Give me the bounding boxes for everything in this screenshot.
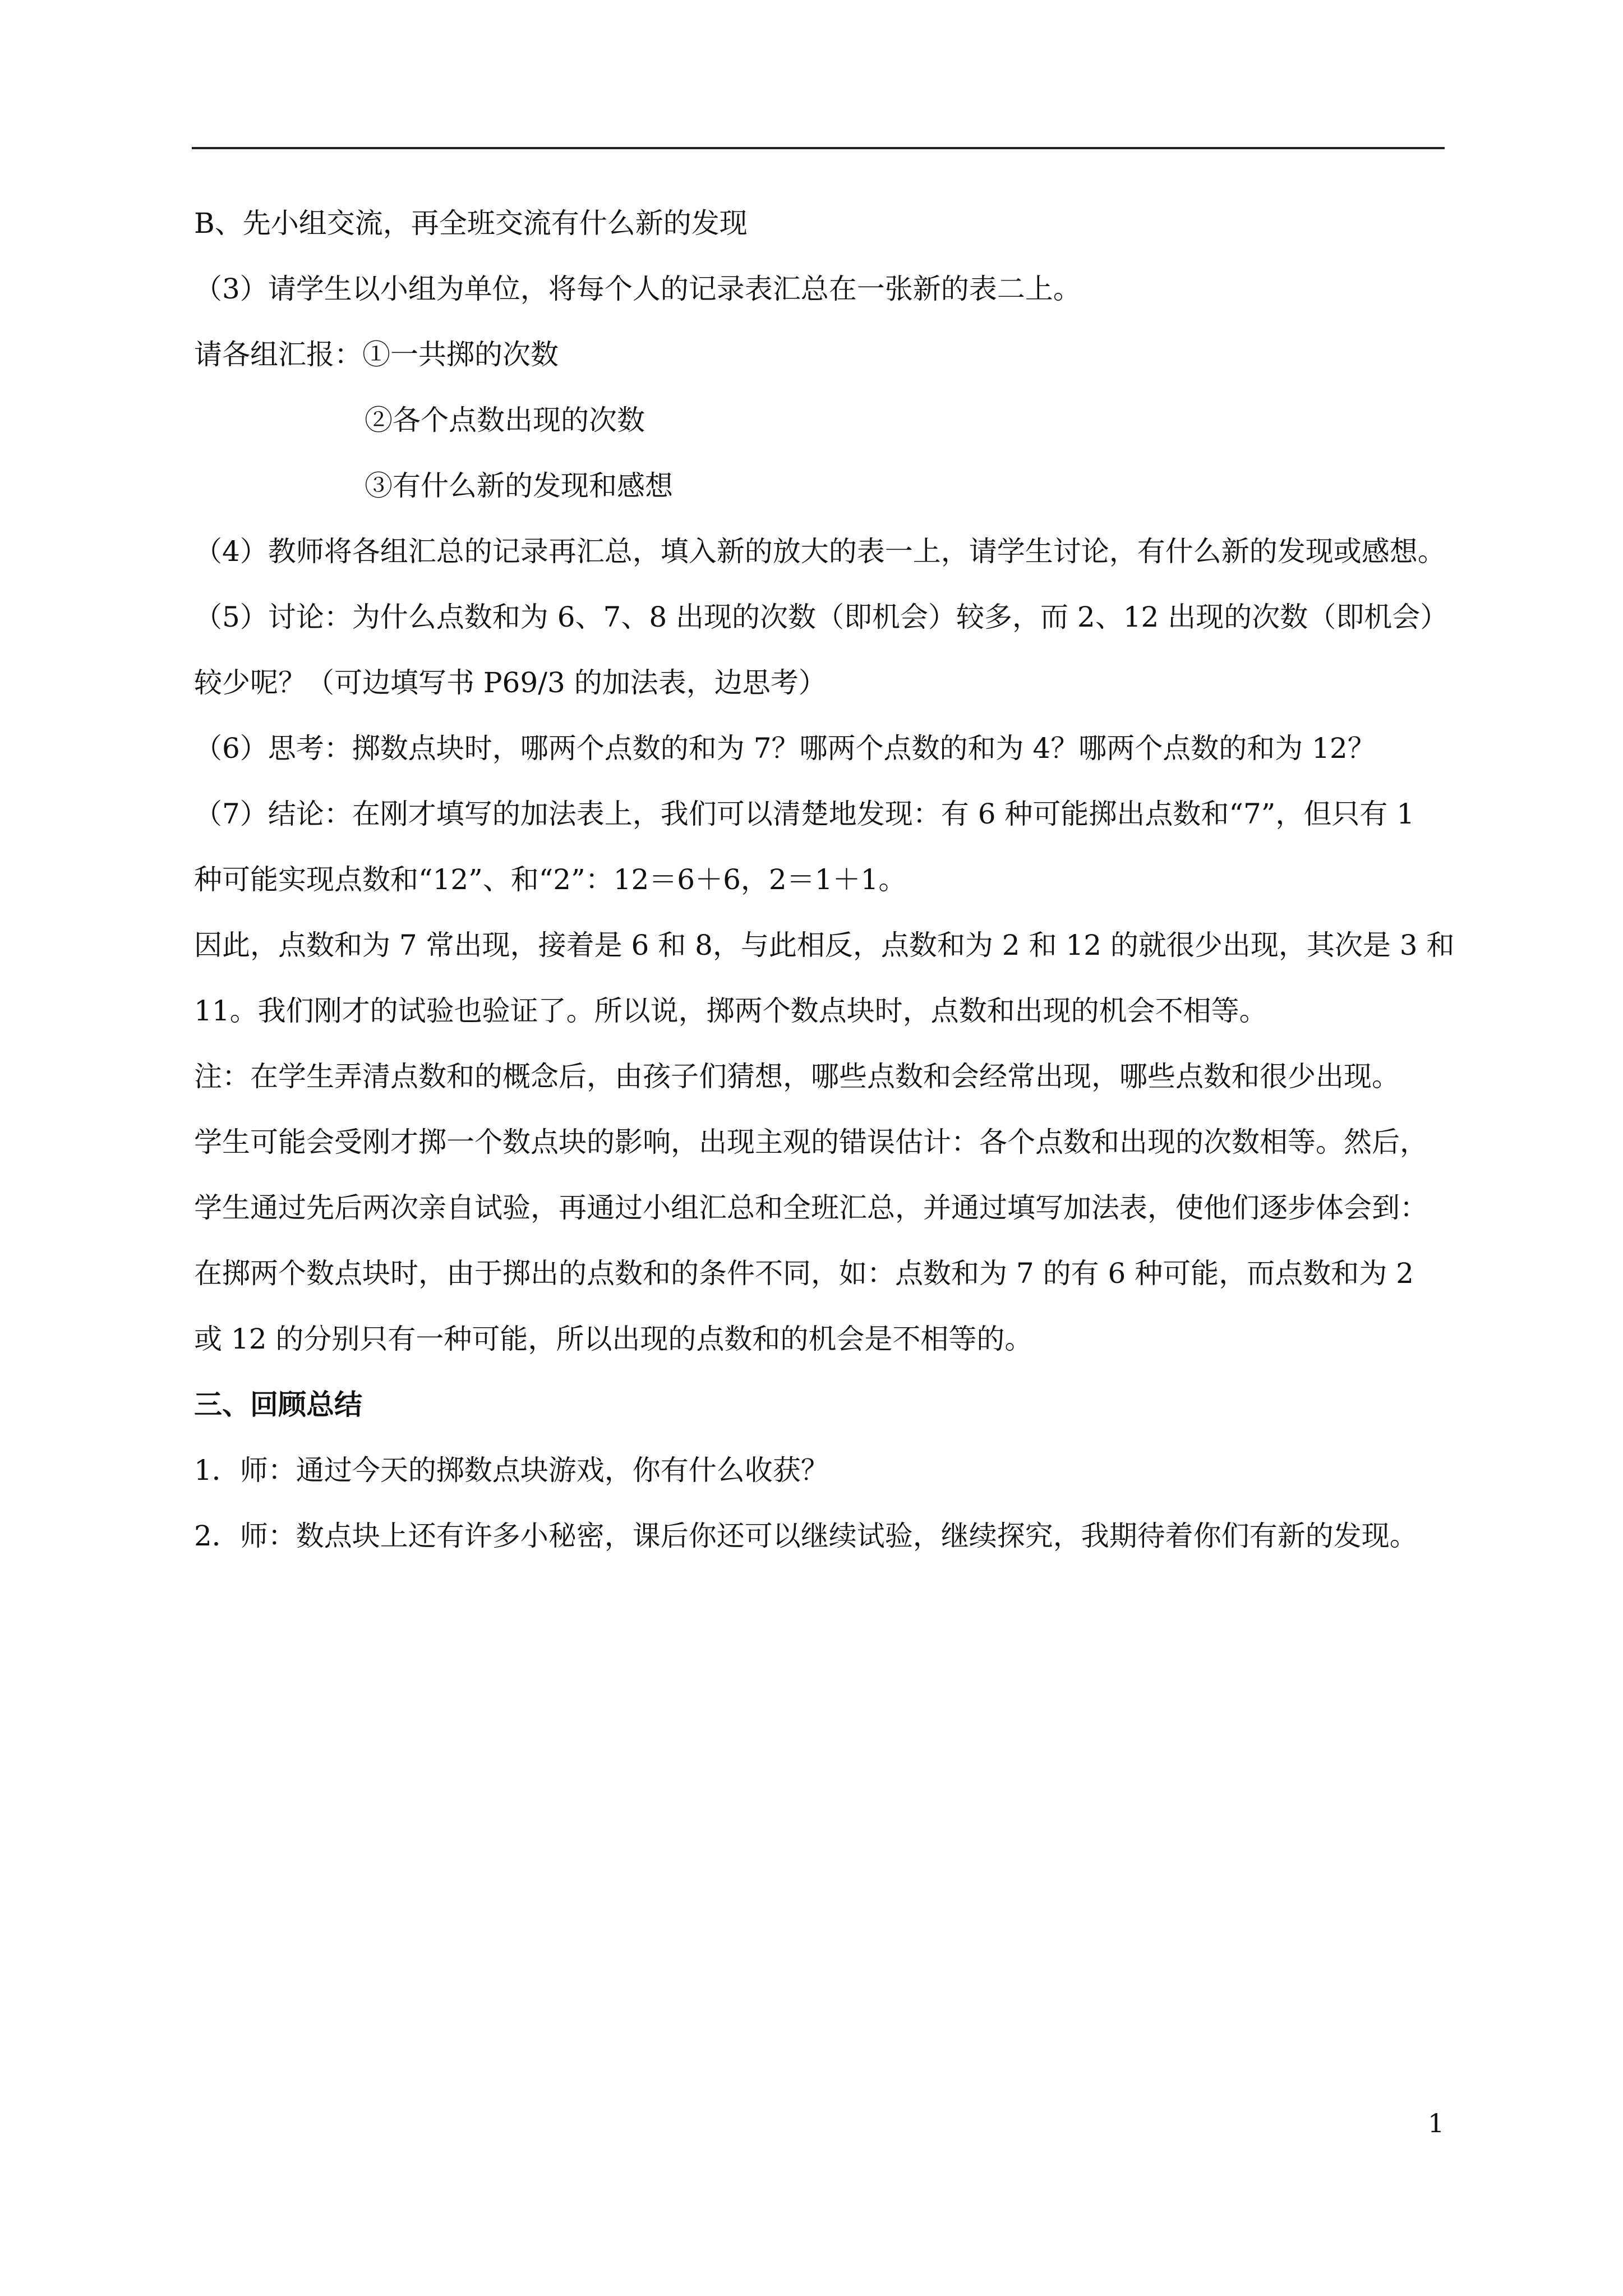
document-body <box>194 206 1455 1585</box>
text-line: 11。我们刚才的试验也验证了。所以说，掷两个数点块时，点数和出现的机会不相等。 <box>194 995 1267 1027</box>
text-line: 因此，点数和为 7 常出现，接着是 6 和 8，与此相反，点数和为 2 和 12 的就很少出现，其次是 3 和 <box>194 929 1455 961</box>
text-line: 学生通过先后两次亲自试验，再通过小组汇总和全班汇总，并通过填写加法表，使他们逐步体会到： <box>194 1191 1428 1224</box>
text-line: 较少呢？（可边填写书 P69/3 的加法表，边思考） <box>194 666 827 699</box>
text-line: 学生可能会受刚才掷一个数点块的影响，出现主观的错误估计：各个点数和出现的次数相等。然后， <box>194 1126 1428 1158</box>
text-line: （7）结论：在刚才填写的加法表上，我们可以清楚地发现：有 6 种可能掷出点数和“7”，但只有 1 <box>194 798 1415 830</box>
text-line: 种可能实现点数和“12”、和“2”：12＝6＋6，2＝1＋1。 <box>194 863 907 896</box>
text-line: ③有什么新的发现和感想 <box>365 470 673 502</box>
text-line: B、先小组交流，再全班交流有什么新的发现 <box>194 207 748 240</box>
text-line: （3）请学生以小组为单位，将每个人的记录表汇总在一张新的表二上。 <box>194 273 1081 305</box>
text-line: ②各个点数出现的次数 <box>365 404 645 436</box>
text-line: 请各组汇报：①一共掷的次数 <box>194 338 559 371</box>
text-line: 或 12 的分别只有一种可能，所以出现的点数和的机会是不相等的。 <box>194 1323 1033 1355</box>
page-number: 1 <box>1428 2108 1445 2138</box>
header-rule <box>192 147 1445 149</box>
text-line: 注：在学生弄清点数和的概念后，由孩子们猜想，哪些点数和会经常出现，哪些点数和很少出现。 <box>194 1060 1400 1093</box>
text-line: 2．师：数点块上还有许多小秘密，课后你还可以继续试验，继续探究，我期待着你们有新的发现。 <box>194 1520 1418 1552</box>
section-heading: 三、回顾总结 <box>194 1388 362 1421</box>
text-line: 在掷两个数点块时，由于掷出的点数和的条件不同，如：点数和为 7 的有 6 种可能，而点数和为 2 <box>194 1257 1414 1290</box>
text-line: 1．师：通过今天的掷数点块游戏，你有什么收获？ <box>194 1454 829 1487</box>
text-line: （4）教师将各组汇总的记录再汇总，填入新的放大的表一上，请学生讨论，有什么新的发现或感想。 <box>194 535 1446 568</box>
text-line: （6）思考：掷数点块时，哪两个点数的和为 7？哪两个点数的和为 4？哪两个点数的和为 12？ <box>194 732 1376 765</box>
text-line: （5）讨论：为什么点数和为 6、7、8 出现的次数（即机会）较多，而 2、12 出现的次数（即机会） <box>194 601 1449 633</box>
